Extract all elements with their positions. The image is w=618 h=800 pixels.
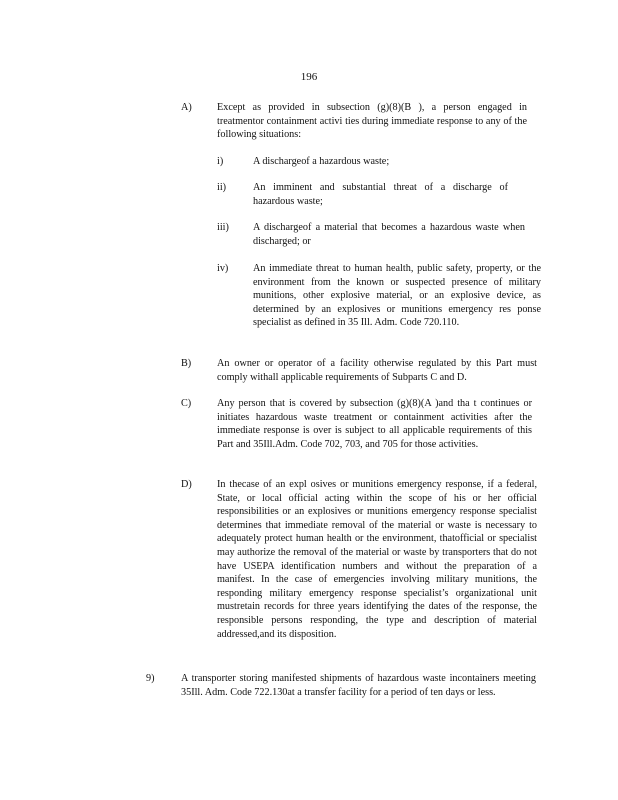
paragraph-d-text: In thecase of an expl osives or munitions emergency response, if a federal, State, or local official acting within the scope of his or her official responsibilities or an explosives or munitions emergency response specialist determines that immediate removal of the material or waste is necessary to adequately protect human health or the environment, thatofficial or specialist may authorize the removal of the material or waste by transporters that do not have USEPA identification numbers and without the preparation of a manifest. In the case of emergencies involving military munitions, the responding military emergency response specialist’s organizational unit mustretain records for three years identifying the dates of the response, the responsible persons responding, the type and description of material addressed,and its disposition. — [217, 479, 537, 640]
paragraph-9-text: A transporter storing manifested shipments of hazardous waste incontainers meeting 35Ill. Adm. Code 722.130at a transfer facility for a period of ten days or less. — [181, 673, 536, 698]
paragraph-a-label: A) — [181, 102, 192, 113]
paragraph-d-label: D) — [181, 479, 192, 490]
paragraph-c-text: Any person that is covered by subsection (g)(8)(A )and tha t continues or initiates hazardous waste treatment or containment activities after the immediate response is over is subject to all applicable requirements of this Part and 35Ill.Adm. Code 702, 703, and 705 for those activities. — [217, 398, 532, 450]
paragraph-b-text: An owner or operator of a facility otherwise regulated by this Part must comply withall applicable requirements of Subparts C and D. — [217, 358, 537, 383]
paragraph-c-label: C) — [181, 398, 192, 409]
page-number: 196 — [300, 71, 318, 83]
paragraph-a-text: Except as provided in subsection (g)(8)(B ), a person engaged in treatmentor containment activi ties during immediate response to any of the following situations: — [217, 102, 527, 141]
paragraph-b-label: B) — [181, 358, 192, 369]
item-ii-text: An imminent and substantial threat of a discharge of hazardous waste; — [253, 182, 508, 207]
item-iv-label: iv) — [217, 263, 229, 274]
item-iii-text: A dischargeof a material that becomes a hazardous waste when discharged; or — [253, 222, 525, 247]
paragraph-9-label: 9) — [146, 673, 155, 684]
item-iv-text: An immediate threat to human health, public safety, property, or the environment from the known or suspected presence of military munitions, other explosive material, or an explosive device, as determined by an explosives or munitions emergency res ponse specialist as defined in 35 Ill. Adm. Code 720.110. — [253, 263, 541, 329]
item-iii-label: iii) — [217, 222, 229, 233]
item-i-text: A dischargeof a hazardous waste; — [253, 156, 390, 167]
item-ii-label: ii) — [217, 182, 227, 193]
item-i-label: i) — [217, 156, 224, 167]
